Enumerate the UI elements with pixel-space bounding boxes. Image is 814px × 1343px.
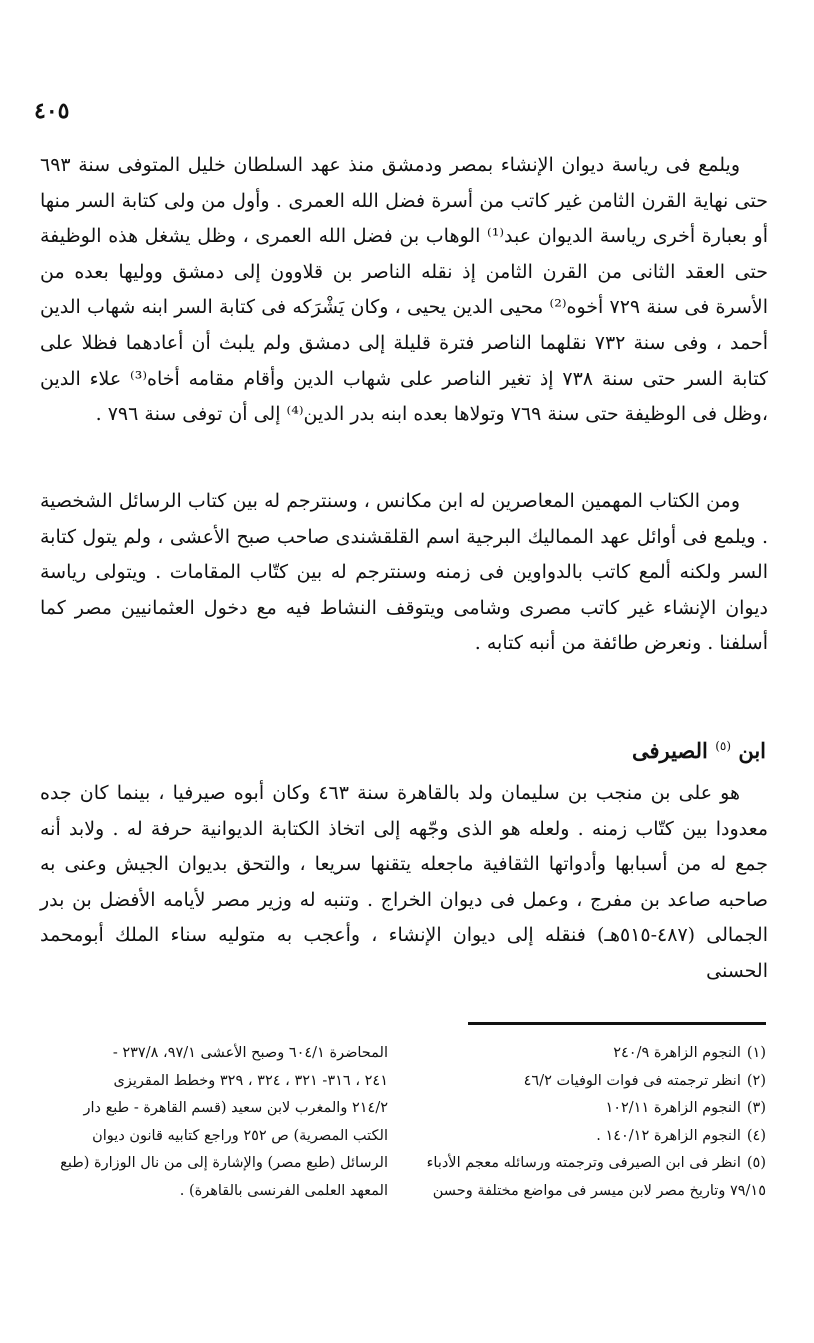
page-number: ٤٠٥ [34, 98, 70, 124]
paragraph-ibn-al-sayrafi [40, 776, 768, 990]
footnote-4 [426, 1123, 766, 1151]
footnote-5-continuation-line: المحاضرة ٦٠٤/١ وصبح الأعشى ٩٧/١، ٢٣٧/٨ - [112, 1045, 388, 1061]
footnotes-column-right [426, 1040, 766, 1206]
footnote-text: النجوم الزاهرة ١٤٠/١٢ . [596, 1127, 741, 1144]
paragraph-other-scribes [40, 484, 768, 662]
footnote-number: (٣) [746, 1100, 766, 1117]
footnote-number: (١) [746, 1045, 766, 1061]
paragraph-text: هو على بن منجب بن سليمان ولد بالقاهرة سنة ٤٦٣ وكان أبوه صيرفيا ، بينما كان جده معدودا بين كتّاب زمنه . ولعله هو الذى وجّهه إلى اتخاذ الكتابة الديوانية حرفة له . ولابد أنه جمع له من أسبابها وأدواتها الثقافية ماجعله يتقنها سريعا ، والتحق بديوان الجيش وعنى به صاحبه صاعد بن مفرج ، وعمل فى ديوان الخراج . وتنبه له وزير مصر لأيامه الأفضل بن بدر الجمالى (٤٨٧-٥١٥هـ) فنقله إلى ديوان الإنشاء ، وأعجب به متوليه سناء الملك أبومحمد الحسنى [40, 782, 769, 982]
footnote-text: النجوم الزاهرة ٢٤٠/٩ [613, 1045, 741, 1061]
footnote-5-continuation-line: الرسائل (طبع مصر) والإشارة إلى من نال الوزارة (طبع [60, 1155, 388, 1172]
footnote-text: انظر فى ابن الصيرفى وترجمته ورسائله معجم الأدباء [426, 1155, 741, 1172]
footnote-5-continuation: ٧٩/١٥ وتاريخ مصر لابن ميسر فى مواضع مختلفة وحسن [432, 1182, 766, 1199]
footnote-number: (٥) [746, 1155, 766, 1172]
footnote-5-continuation-line: ٢١٤/٢ والمغرب لابن سعيد (قسم القاهرة - طبع دار [83, 1100, 388, 1117]
footnotes-column-left [50, 1040, 388, 1206]
footnote-1 [426, 1040, 766, 1068]
footnote-5-continuation-line: الكتب المصرية) ص ٢٥٢ وراجع كتابيه قانون ديوان [92, 1127, 388, 1144]
footnote-divider [468, 1022, 766, 1025]
heading-second-word: الصيرفى [631, 738, 708, 763]
section-heading [632, 738, 766, 763]
footnote-number: (٢) [746, 1072, 766, 1089]
footnote-3 [426, 1095, 766, 1123]
footnote-text: النجوم الزاهرة ١٠٢/١١ [605, 1100, 741, 1117]
footnote-2 [426, 1068, 766, 1096]
heading-footnote-marker: (٥) [715, 739, 732, 753]
footnote-text: انظر ترجمته فى فوات الوفيات ٤٦/٢ [523, 1072, 741, 1089]
footnote-5 [426, 1150, 766, 1178]
footnote-5-continuation-line: المعهد العلمى الفرنسى بالقاهرة) . [179, 1182, 388, 1199]
paragraph-text: ويلمع فى رياسة ديوان الإنشاء بمصر ودمشق منذ عهد السلطان خليل المتوفى سنة ٦٩٣ حتى نهاية القرن الثامن غير كاتب من أسرة فضل الله العمرى . وأول من ولى كتابة السر منها أو بعبارة أخرى رياسة الديوان عبد⁽¹⁾ الوهاب بن فضل الله العمرى ، وظل يشغل هذه الوظيفة حتى العقد الثانى من القرن الثامن إذ نقله الناصر بن قلاوون إلى دمشق ووليها بعده من الأسرة فى سنة ٧٢٩ أخوه⁽²⁾ محيى الدين يحيى ، وكان يَشْرَكه فى كتابة السر ابنه شهاب الدين أحمد ، وفى سنة ٧٣٢ نقلهما الناصر فترة قليلة إلى دمشق ولم يلبث أن أعادهما فظلا على كتابة السر حتى سنة ٧٣٨ إذ تغير الناصر على شهاب الدين وأقام مقامه أخاه⁽³⁾ علاء الدين ،وظل فى الوظيفة حتى سنة ٧٦٩ وتولاها بعده ابنه بدر الدين⁽⁴⁾ إلى أن توفى سنة ٧٩٦ . [40, 154, 768, 426]
heading-first-word: ابن [738, 738, 766, 763]
paragraph-diwan-heads [40, 148, 768, 433]
paragraph-text: ومن الكتاب المهمين المعاصرين له ابن مكانس ، وسنترجم له بين كتاب الرسائل الشخصية . ويلمع فى أوائل عهد المماليك البرجية اسم القلقشندى صاحب صبح الأعشى ، ولم يتول كتابة السر ولكنه ألمع كاتب بالدواوين فى زمنه وسنترجم له بين كتّاب المقامات . ويتولى رياسة ديوان الإنشاء غير كاتب مصرى وشامى ويتوقف النشاط فيه مع دخول العثمانيين مصر كما أسلفنا . ونعرض طائفة من أنبه كتابه . [40, 490, 768, 655]
footnote-5-continuation-line: ٢٤١ ، ٣١٦- ٣٢١ ، ٣٢٤ ، ٣٢٩ وخطط المقريزى [113, 1072, 388, 1089]
footnote-number: (٤) [746, 1127, 766, 1144]
